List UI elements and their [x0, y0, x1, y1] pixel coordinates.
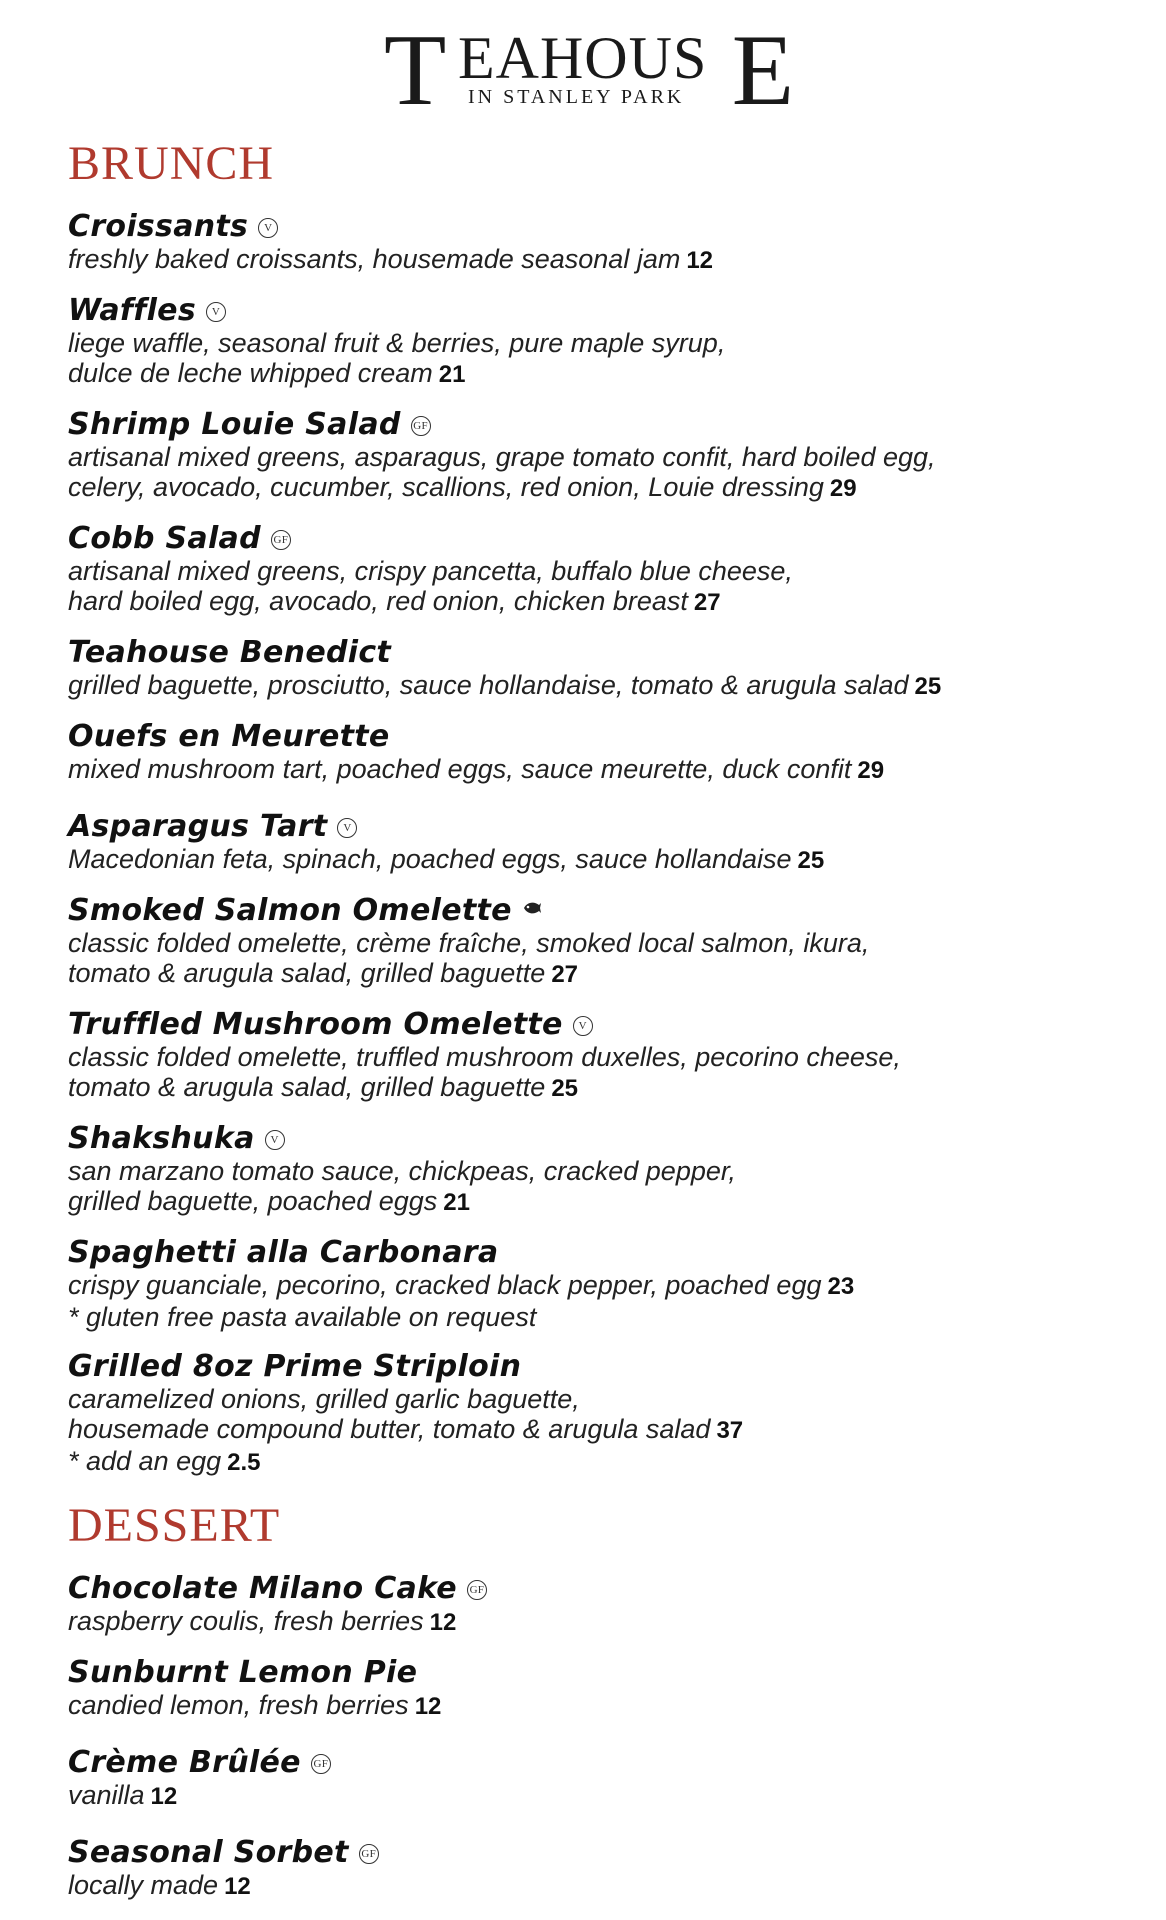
menu-item-note [68, 1446, 1108, 1478]
menu-item-note [68, 1302, 1108, 1332]
menu-item-price: 25 [797, 847, 825, 874]
menu-item-name: Asparagus Tart [68, 809, 328, 844]
description-text: liege waffle, seasonal fruit & berries, pure maple syrup, [68, 328, 726, 358]
description-line [68, 1606, 1108, 1638]
menu-item-price: 21 [438, 361, 466, 388]
description-text: san marzano tomato sauce, chickpeas, cracked pepper, [68, 1156, 736, 1186]
description-text: vanilla [68, 1780, 145, 1810]
menu-item [68, 294, 1108, 390]
menu-item [68, 1656, 1108, 1722]
menu-item-description [68, 1270, 1108, 1332]
description-text: celery, avocado, cucumber, scallions, red onion, Louie dressing [68, 472, 824, 502]
description-line [68, 442, 1108, 472]
menu-item-name-row [68, 636, 1108, 670]
menu-item-description [68, 1156, 1108, 1218]
description-text: Macedonian feta, spinach, poached eggs, sauce hollandaise [68, 844, 792, 874]
menu-item [68, 636, 1108, 702]
description-text: artisanal mixed greens, crispy pancetta, buffalo blue cheese, [68, 556, 793, 586]
menu-item-description [68, 754, 1108, 786]
menu-item-name-row [68, 294, 1108, 328]
menu-item [68, 1008, 1108, 1104]
menu-item-description [68, 1690, 1108, 1722]
description-line [68, 754, 1108, 786]
menu-item-name: Croissants [68, 209, 249, 244]
section-heading-brunch: BRUNCH [68, 137, 275, 190]
description-line [68, 928, 1108, 958]
menu-item-name: Waffles [68, 293, 196, 328]
menu-item-name-row [68, 522, 1108, 556]
logo-letter-first: T [384, 14, 447, 127]
menu-item-description [68, 244, 1108, 276]
menu-item-description [68, 556, 1108, 618]
menu-item-price: 37 [716, 1417, 744, 1444]
menu-item [68, 522, 1108, 618]
menu-item-description [68, 1870, 1108, 1902]
section-heading-dessert: DESSERT [68, 1499, 281, 1552]
description-text: locally made [68, 1870, 219, 1900]
description-line [68, 958, 1108, 990]
menu-item-name: Sunburnt Lemon Pie [68, 1655, 418, 1690]
menu-item-price: 29 [829, 475, 857, 502]
description-line [68, 1780, 1108, 1812]
vegetarian-icon: V [337, 818, 357, 838]
teahouse-logo [384, 14, 794, 127]
menu-item-name: Teahouse Benedict [68, 635, 392, 670]
menu-item-name-row [68, 1836, 1108, 1870]
description-line [68, 472, 1108, 504]
description-text: candied lemon, fresh berries [68, 1690, 409, 1720]
menu-item-name-row [68, 810, 1108, 844]
logo-subtitle: IN STANLEY PARK [468, 86, 685, 108]
menu-item-price: 12 [414, 1693, 442, 1720]
menu-item [68, 1836, 1108, 1902]
menu-item-price: 12 [429, 1609, 457, 1636]
menu-item-description [68, 328, 1108, 390]
description-line [68, 1414, 1108, 1446]
description-text: raspberry coulis, fresh berries [68, 1606, 424, 1636]
menu-item-description [68, 442, 1108, 504]
menu-item-description [68, 1042, 1108, 1104]
menu-item-name: Seasonal Sorbet [68, 1835, 349, 1870]
menu-item-price: 12 [150, 1783, 178, 1810]
description-line [68, 844, 1108, 876]
description-text: classic folded omelette, truffled mushroom duxelles, pecorino cheese, [68, 1042, 901, 1072]
menu-item-price: 12 [686, 247, 714, 274]
menu-item-description [68, 928, 1108, 990]
description-text: housemade compound butter, tomato & arugula salad [68, 1414, 711, 1444]
logo-letters-middle: EAHOUS [458, 25, 708, 91]
menu-item-name: Grilled 8oz Prime Striploin [68, 1349, 522, 1384]
description-line [68, 358, 1108, 390]
menu-item-price: 12 [224, 1873, 251, 1900]
menu-item-name-row [68, 1236, 1108, 1270]
menu-item-description [68, 844, 1108, 876]
menu-item-name-row [68, 1122, 1108, 1156]
description-line [68, 1870, 1108, 1902]
description-text: artisanal mixed greens, asparagus, grape tomato confit, hard boiled egg, [68, 442, 936, 472]
menu-item [68, 1236, 1108, 1332]
note-text: * gluten free pasta available on request [68, 1302, 537, 1332]
description-text: grilled baguette, prosciutto, sauce hollandaise, tomato & arugula salad [68, 670, 909, 700]
menu-item-name-row [68, 720, 1108, 754]
description-line [68, 556, 1108, 586]
menu-item-name-row [68, 210, 1108, 244]
menu-item-name-row [68, 1008, 1108, 1042]
menu-item-price: 27 [693, 589, 721, 616]
description-line [68, 1156, 1108, 1186]
menu-item-price: 29 [857, 757, 885, 784]
description-line [68, 244, 1108, 276]
description-text: caramelized onions, grilled garlic baguette, [68, 1384, 580, 1414]
vegetarian-icon: V [265, 1130, 285, 1150]
menu-item-name-row [68, 408, 1108, 442]
description-line [68, 1270, 1108, 1302]
menu-item-price: 23 [827, 1273, 855, 1300]
menu-item-description [68, 1606, 1108, 1638]
description-text: tomato & arugula salad, grilled baguette [68, 958, 546, 988]
description-line [68, 670, 1108, 702]
menu-item-name: Crème Brûlée [68, 1745, 301, 1780]
menu-item [68, 720, 1108, 786]
menu-item [68, 810, 1108, 876]
menu-item-name: Ouefs en Meurette [68, 719, 390, 754]
description-text: mixed mushroom tart, poached eggs, sauce meurette, duck confit [68, 754, 852, 784]
description-text: hard boiled egg, avocado, red onion, chicken breast [68, 586, 688, 616]
menu-item-name: Shakshuka [68, 1121, 255, 1156]
menu-item-price: 27 [551, 961, 579, 988]
description-line [68, 1186, 1108, 1218]
menu-item [68, 408, 1108, 504]
menu-item [68, 1122, 1108, 1218]
menu-item-price: 25 [914, 673, 942, 700]
menu-item-price: 21 [443, 1189, 470, 1216]
menu-item-description [68, 1780, 1108, 1812]
menu-item-description [68, 1384, 1108, 1478]
note-text: * add an egg [68, 1446, 222, 1476]
description-line [68, 1072, 1108, 1104]
vegetarian-icon: V [206, 302, 226, 322]
menu-item-name-row [68, 1572, 1108, 1606]
menu-item [68, 1572, 1108, 1638]
menu-item-name: Truffled Mushroom Omelette [68, 1007, 563, 1042]
menu-item-name: Spaghetti alla Carbonara [68, 1235, 499, 1270]
gluten-free-icon: GF [467, 1580, 487, 1600]
menu-item-name-row [68, 1350, 1108, 1384]
menu-item-name: Chocolate Milano Cake [68, 1571, 457, 1606]
description-text: grilled baguette, poached eggs [68, 1186, 438, 1216]
menu-item-name-row [68, 1656, 1108, 1690]
vegetarian-icon: V [258, 218, 278, 238]
menu-item-name: Smoked Salmon Omelette [68, 893, 512, 928]
description-text: freshly baked croissants, housemade seasonal jam [68, 244, 681, 274]
menu-item [68, 1350, 1108, 1478]
gluten-free-icon: GF [311, 1754, 331, 1774]
vegetarian-icon: V [573, 1016, 593, 1036]
description-line [68, 328, 1108, 358]
gluten-free-icon: GF [271, 530, 291, 550]
description-text: dulce de leche whipped cream [68, 358, 433, 388]
menu-item-price: 25 [551, 1075, 579, 1102]
menu-item-name-row [68, 894, 1108, 928]
menu-item [68, 894, 1108, 990]
ocean-wise-fish-icon [522, 899, 542, 917]
menu-item-description [68, 670, 1108, 702]
menu-item-name: Shrimp Louie Salad [68, 407, 401, 442]
description-line [68, 1042, 1108, 1072]
logo-letter-last: E [731, 14, 794, 127]
gluten-free-icon: GF [359, 1844, 379, 1864]
description-line [68, 1690, 1108, 1722]
description-text: crispy guanciale, pecorino, cracked black pepper, poached egg [68, 1270, 822, 1300]
gluten-free-icon: GF [411, 416, 431, 436]
description-line [68, 586, 1108, 618]
menu-item-name-row [68, 1746, 1108, 1780]
description-line [68, 1384, 1108, 1414]
note-price: 2.5 [227, 1449, 261, 1476]
menu-item-name: Cobb Salad [68, 521, 261, 556]
description-text: tomato & arugula salad, grilled baguette [68, 1072, 546, 1102]
menu-item [68, 210, 1108, 276]
description-text: classic folded omelette, crème fraîche, smoked local salmon, ikura, [68, 928, 870, 958]
menu-item [68, 1746, 1108, 1812]
